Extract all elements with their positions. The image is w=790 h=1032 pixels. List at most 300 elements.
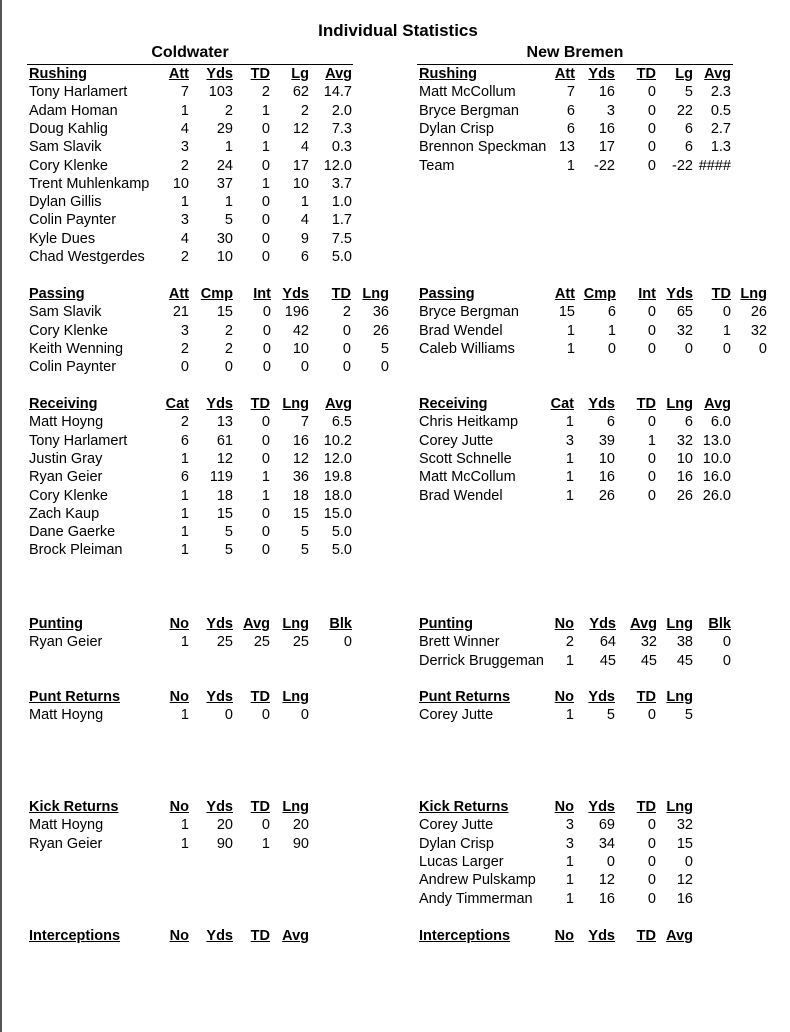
- stat-value-td: 0: [647, 853, 656, 870]
- stat-value-lg: 62: [292, 84, 309, 101]
- player-name: Matt McCollum: [419, 469, 516, 486]
- stat-value-avg: 18.0: [323, 487, 352, 504]
- player-name: Matt Hoyng: [29, 707, 104, 724]
- player-name: Corey Jutte: [419, 817, 494, 834]
- section-header-rushing: Rushing: [419, 66, 477, 82]
- stat-value-avg: 16.0: [702, 469, 731, 486]
- stat-value-att: 3: [180, 212, 189, 229]
- column-header-avg: Avg: [325, 396, 352, 412]
- column-header-avg: Avg: [704, 396, 731, 412]
- player-name: Chad Westgerdes: [29, 249, 145, 265]
- stat-value-lng: 36: [372, 304, 389, 321]
- player-name: Matt McCollum: [419, 84, 516, 101]
- stat-value-avg: 14.7: [323, 84, 352, 101]
- player-name: Colin Paynter: [29, 359, 117, 376]
- stat-value-avg: 25: [253, 634, 270, 651]
- stat-value-td: 2: [261, 84, 270, 101]
- stat-value-lg: 5: [684, 84, 693, 101]
- stat-value-yds: 10: [292, 340, 309, 357]
- column-header-no: No: [169, 928, 189, 944]
- player-name: Derrick Bruggeman: [419, 652, 544, 669]
- column-header-td: TD: [250, 396, 270, 412]
- stat-value-lng: 32: [676, 432, 693, 449]
- stat-value-avg: 2.7: [710, 120, 731, 137]
- section-header-receiving: Receiving: [29, 396, 98, 412]
- player-name: Lucas Larger: [419, 853, 504, 870]
- column-header-yds: Yds: [589, 616, 616, 632]
- stat-value-int: 0: [262, 359, 271, 376]
- stat-value-td: 0: [261, 542, 270, 559]
- stat-value-td: 0: [261, 450, 270, 467]
- stat-value-cat: 3: [565, 432, 574, 449]
- stat-value-avg: 1.7: [331, 212, 352, 229]
- stat-value-att: 1: [566, 340, 575, 357]
- stat-value-avg: 0.5: [710, 102, 731, 119]
- stat-value-avg: 12.0: [323, 157, 352, 174]
- stat-value-lng: 32: [750, 322, 767, 339]
- column-header-att: Att: [168, 66, 189, 82]
- player-name: Justin Gray: [29, 450, 103, 467]
- column-header-no: No: [169, 616, 189, 632]
- stat-value-lng: 26: [372, 322, 389, 339]
- player-name: Scott Schnelle: [419, 450, 512, 467]
- player-name: Cory Klenke: [29, 157, 108, 174]
- column-header-lng: Lng: [666, 799, 693, 815]
- stat-value-avg: 19.8: [323, 469, 352, 486]
- stat-value-no: 2: [565, 634, 574, 651]
- stat-value-att: 15: [558, 304, 575, 321]
- stat-value-lg: 6: [684, 139, 693, 156]
- stat-value-no: 3: [565, 835, 574, 852]
- stat-value-att: 6: [566, 102, 575, 119]
- player-name: Matt Hoyng: [29, 414, 104, 431]
- stat-value-yds: 29: [216, 120, 233, 137]
- stat-value-lng: 0: [684, 853, 693, 870]
- column-header-lng: Lng: [362, 286, 389, 302]
- column-header-lng: Lng: [666, 396, 693, 412]
- player-name: Tony Harlamert: [29, 432, 128, 449]
- stat-value-yds: 16: [598, 890, 615, 907]
- column-header-no: No: [169, 689, 189, 705]
- player-name: Brett Winner: [419, 634, 500, 651]
- stat-value-yds: 24: [216, 157, 233, 174]
- stat-value-td: 0: [647, 84, 656, 101]
- stat-value-att: 2: [180, 340, 189, 357]
- player-name: Dylan Crisp: [419, 120, 494, 137]
- section-header-passing: Passing: [419, 286, 475, 302]
- column-header-td: TD: [250, 928, 270, 944]
- player-name: Sam Slavik: [29, 139, 102, 156]
- stat-value-att: 0: [180, 359, 189, 376]
- stat-value-avg: 0.3: [331, 139, 352, 156]
- stat-value-no: 1: [180, 707, 189, 724]
- column-header-no: No: [554, 799, 574, 815]
- stat-value-lng: 7: [300, 414, 309, 431]
- column-header-td: TD: [250, 66, 270, 82]
- stat-value-td: 0: [261, 212, 270, 229]
- stat-value-td: 1: [261, 835, 270, 852]
- stat-value-lg: 1: [300, 194, 309, 211]
- stat-value-yds: 6: [606, 414, 615, 431]
- stat-value-cat: 6: [180, 432, 189, 449]
- stat-value-td: 0: [261, 157, 270, 174]
- stat-value-cat: 1: [180, 487, 189, 504]
- stat-value-yds: 1: [224, 194, 233, 211]
- player-name: Corey Jutte: [419, 432, 494, 449]
- page-title: Individual Statistics: [318, 21, 478, 40]
- stat-value-td: 0: [342, 322, 351, 339]
- stat-value-cat: 1: [180, 505, 189, 522]
- stat-value-yds: 0: [300, 359, 309, 376]
- stat-value-att: 4: [180, 230, 189, 247]
- stat-value-lg: 10: [292, 175, 309, 192]
- stat-value-yds: 64: [599, 634, 616, 651]
- stat-value-att: 4: [180, 120, 189, 137]
- stat-value-lng: 5: [380, 340, 389, 357]
- stat-value-cmp: 0: [224, 359, 233, 376]
- stat-value-yds: 1: [224, 139, 233, 156]
- player-name: Brad Wendel: [419, 322, 503, 339]
- column-header-no: No: [554, 689, 574, 705]
- stat-value-yds: 16: [598, 120, 615, 137]
- player-name: Dylan Gillis: [29, 194, 102, 211]
- stat-value-td: 0: [647, 414, 656, 431]
- player-name: Doug Kahlig: [29, 120, 108, 137]
- stat-value-lng: 45: [676, 652, 693, 669]
- stat-value-no: 1: [565, 652, 574, 669]
- column-header-cmp: Cmp: [200, 286, 233, 302]
- stat-value-lg: 4: [300, 139, 309, 156]
- stat-value-int: 0: [262, 340, 271, 357]
- stat-value-yds: 34: [598, 835, 615, 852]
- section-header-interceptions: Interceptions: [29, 928, 121, 944]
- stat-value-avg: 5.0: [331, 524, 352, 541]
- player-name: Bryce Bergman: [419, 102, 519, 119]
- stat-value-yds: 20: [216, 817, 233, 834]
- stat-value-lng: 32: [676, 817, 693, 834]
- section-header-kick-returns: Kick Returns: [419, 799, 509, 815]
- column-header-lng: Lng: [282, 799, 309, 815]
- stat-value-att: 1: [180, 102, 189, 119]
- stat-value-cat: 1: [180, 542, 189, 559]
- column-header-td: TD: [711, 286, 731, 302]
- stat-value-td: 0: [261, 524, 270, 541]
- player-name: Dylan Crisp: [419, 835, 494, 852]
- stat-value-yds: 69: [598, 817, 615, 834]
- stat-value-lng: 0: [300, 707, 309, 724]
- stat-value-lng: 18: [292, 487, 309, 504]
- player-name: Caleb Williams: [419, 340, 515, 357]
- page-left-border: [0, 0, 2, 1032]
- stat-value-lng: 36: [292, 469, 309, 486]
- player-name: Cory Klenke: [29, 487, 108, 504]
- team-name-right: New Bremen: [526, 44, 624, 61]
- stat-value-cat: 1: [565, 487, 574, 504]
- stat-value-blk: 0: [722, 652, 731, 669]
- column-header-cat: Cat: [165, 396, 189, 412]
- stat-value-td: 0: [647, 487, 656, 504]
- stat-value-avg: 3.7: [331, 175, 352, 192]
- section-header-interceptions: Interceptions: [419, 928, 511, 944]
- stat-value-td: 0: [647, 469, 656, 486]
- stat-value-yds: 2: [224, 102, 233, 119]
- stat-value-td: 0: [647, 157, 656, 174]
- stat-value-yds: 196: [284, 304, 309, 321]
- stat-value-td: 0: [647, 120, 656, 137]
- stat-value-td: 1: [261, 487, 270, 504]
- section-header-rushing: Rushing: [29, 66, 87, 82]
- stat-value-lg: 12: [292, 120, 309, 137]
- stat-value-no: 1: [565, 872, 574, 889]
- stat-value-cat: 2: [180, 414, 189, 431]
- stat-value-yds: 18: [216, 487, 233, 504]
- player-name: Andy Timmerman: [419, 890, 533, 907]
- stat-value-lg: 9: [300, 230, 309, 247]
- stat-value-yds: 0: [606, 853, 615, 870]
- column-header-td: TD: [250, 799, 270, 815]
- stat-value-td: 0: [647, 102, 656, 119]
- column-header-int: Int: [253, 286, 271, 302]
- stat-value-yds: 12: [216, 450, 233, 467]
- stat-value-yds: 45: [599, 652, 616, 669]
- stat-value-yds: 26: [598, 487, 615, 504]
- stat-value-avg: 2.3: [710, 84, 731, 101]
- stat-value-avg: 26.0: [702, 487, 731, 504]
- stat-value-yds: 0: [224, 707, 233, 724]
- column-header-blk: Blk: [329, 616, 352, 632]
- column-header-yds: Yds: [206, 616, 233, 632]
- stat-value-no: 1: [565, 853, 574, 870]
- stat-value-lng: 10: [676, 450, 693, 467]
- stat-value-no: 1: [565, 890, 574, 907]
- column-header-td: TD: [636, 799, 656, 815]
- player-name: Corey Jutte: [419, 707, 494, 724]
- stat-value-yds: 15: [216, 505, 233, 522]
- column-header-yds: Yds: [206, 396, 233, 412]
- player-name: Ryan Geier: [29, 835, 103, 852]
- stat-value-td: 1: [261, 102, 270, 119]
- stat-value-lng: 16: [676, 890, 693, 907]
- stat-value-lng: 0: [758, 340, 767, 357]
- stat-value-att: 13: [558, 139, 575, 156]
- stat-value-yds: 39: [598, 432, 615, 449]
- stat-value-td: 0: [342, 340, 351, 357]
- player-name: Chris Heitkamp: [419, 414, 519, 431]
- stat-value-td: 0: [261, 120, 270, 137]
- player-name: Team: [419, 157, 455, 174]
- stat-value-avg: 7.3: [331, 120, 352, 137]
- stat-value-yds: 37: [216, 175, 233, 192]
- stat-value-yds: 25: [216, 634, 233, 651]
- section-header-punting: Punting: [29, 616, 83, 632]
- stat-value-lng: 5: [300, 542, 309, 559]
- stat-value-td: 2: [342, 304, 351, 321]
- stat-value-no: 1: [180, 817, 189, 834]
- section-header-passing: Passing: [29, 286, 85, 302]
- column-header-td: TD: [636, 66, 656, 82]
- stat-value-td: 1: [261, 175, 270, 192]
- stat-value-lng: 26: [676, 487, 693, 504]
- stat-value-yds: 32: [676, 322, 693, 339]
- stat-value-td: 1: [647, 432, 656, 449]
- column-header-lg: Lg: [675, 66, 693, 82]
- stat-value-td: 0: [647, 890, 656, 907]
- stat-value-att: 1: [180, 194, 189, 211]
- stat-value-yds: 42: [292, 322, 309, 339]
- stat-value-cat: 1: [565, 450, 574, 467]
- stat-value-lng: 16: [292, 432, 309, 449]
- stat-value-td: 0: [261, 707, 270, 724]
- stat-value-lg: 6: [684, 120, 693, 137]
- stat-value-cat: 1: [565, 414, 574, 431]
- column-header-no: No: [169, 799, 189, 815]
- stat-value-avg: 1.0: [331, 194, 352, 211]
- stat-value-td: 0: [647, 872, 656, 889]
- stat-value-td: 0: [261, 432, 270, 449]
- stat-value-lng: 16: [676, 469, 693, 486]
- stat-value-att: 7: [180, 84, 189, 101]
- stat-value-att: 1: [566, 322, 575, 339]
- stat-value-td: 1: [722, 322, 731, 339]
- stat-value-att: 3: [180, 139, 189, 156]
- stat-value-int: 0: [647, 304, 656, 321]
- stat-value-yds: 119: [209, 469, 233, 486]
- stat-value-avg: ####: [698, 157, 731, 174]
- section-header-receiving: Receiving: [419, 396, 488, 412]
- stat-value-lng: 12: [292, 450, 309, 467]
- column-header-avg: Avg: [630, 616, 657, 632]
- stat-value-td: 0: [261, 194, 270, 211]
- stat-value-td: 0: [261, 414, 270, 431]
- column-header-td: TD: [636, 396, 656, 412]
- column-header-avg: Avg: [666, 928, 693, 944]
- stat-value-avg: 6.0: [710, 414, 731, 431]
- stat-value-td: 0: [342, 359, 351, 376]
- column-header-yds: Yds: [588, 396, 615, 412]
- stat-value-lng: 38: [676, 634, 693, 651]
- stat-value-blk: 0: [343, 634, 352, 651]
- stat-value-lg: 4: [300, 212, 309, 229]
- stat-value-yds: 0: [684, 340, 693, 357]
- player-name: Adam Homan: [29, 102, 118, 119]
- player-name: Kyle Dues: [29, 230, 96, 247]
- stat-value-td: 1: [261, 469, 270, 486]
- stat-value-no: 1: [565, 707, 574, 724]
- stat-value-avg: 10.0: [702, 450, 731, 467]
- stat-value-cmp: 15: [216, 304, 233, 321]
- column-header-lng: Lng: [666, 616, 693, 632]
- column-header-avg: Avg: [243, 616, 270, 632]
- stat-value-lng: 15: [676, 835, 693, 852]
- stat-value-cmp: 2: [224, 340, 233, 357]
- section-header-punt-returns: Punt Returns: [419, 689, 511, 705]
- stat-value-td: 0: [647, 817, 656, 834]
- stat-value-td: 0: [647, 835, 656, 852]
- stat-value-yds: -22: [594, 157, 615, 174]
- stat-value-yds: 16: [598, 84, 615, 101]
- stat-value-td: 0: [722, 340, 731, 357]
- stat-value-yds: 10: [598, 450, 615, 467]
- stat-value-lng: 90: [292, 835, 309, 852]
- section-header-punt-returns: Punt Returns: [29, 689, 121, 705]
- player-name: Brock Pleiman: [29, 542, 123, 559]
- stat-value-lng: 15: [292, 505, 309, 522]
- stat-value-cat: 1: [180, 524, 189, 541]
- stat-value-cmp: 0: [607, 340, 616, 357]
- column-header-yds: Yds: [206, 928, 233, 944]
- section-header-kick-returns: Kick Returns: [29, 799, 119, 815]
- player-name: Zach Kaup: [29, 505, 100, 522]
- stat-value-lg: 22: [676, 102, 693, 119]
- player-name: Cory Klenke: [29, 322, 108, 339]
- column-header-yds: Yds: [206, 66, 233, 82]
- player-name: Sam Slavik: [29, 304, 102, 321]
- column-header-int: Int: [638, 286, 656, 302]
- column-header-yds: Yds: [588, 689, 615, 705]
- column-header-yds: Yds: [282, 286, 309, 302]
- column-header-lg: Lg: [291, 66, 309, 82]
- column-header-lng: Lng: [740, 286, 767, 302]
- stat-value-yds: 61: [216, 432, 233, 449]
- stat-value-cmp: 2: [224, 322, 233, 339]
- stat-value-avg: 12.0: [323, 450, 352, 467]
- player-name: Matt Hoyng: [29, 817, 104, 834]
- stat-value-avg: 5.0: [331, 249, 352, 265]
- stat-value-yds: 16: [598, 469, 615, 486]
- stat-value-td: 0: [647, 707, 656, 724]
- stat-value-lg: -22: [672, 157, 693, 174]
- stat-value-lng: 0: [380, 359, 389, 376]
- stat-value-lg: 2: [300, 102, 309, 119]
- stat-value-avg: 10.2: [323, 432, 352, 449]
- column-header-td: TD: [636, 928, 656, 944]
- stat-value-avg: 32: [640, 634, 657, 651]
- stat-value-att: 6: [566, 120, 575, 137]
- stat-value-td: 0: [261, 817, 270, 834]
- stat-value-cat: 1: [565, 469, 574, 486]
- column-header-yds: Yds: [588, 799, 615, 815]
- stat-value-no: 1: [180, 634, 189, 651]
- stat-value-yds: 90: [216, 835, 233, 852]
- stat-value-int: 0: [647, 322, 656, 339]
- column-header-att: Att: [554, 286, 575, 302]
- column-header-avg: Avg: [282, 928, 309, 944]
- section-header-punting: Punting: [419, 616, 473, 632]
- stat-value-cmp: 1: [607, 322, 616, 339]
- stat-value-yds: 5: [606, 707, 615, 724]
- column-header-yds: Yds: [206, 799, 233, 815]
- stat-value-int: 0: [262, 304, 271, 321]
- stat-value-att: 3: [180, 322, 189, 339]
- player-name: Dane Gaerke: [29, 524, 116, 541]
- column-header-cat: Cat: [550, 396, 574, 412]
- stat-value-lg: 6: [300, 249, 309, 265]
- stat-value-td: 0: [261, 505, 270, 522]
- stat-value-yds: 10: [216, 249, 233, 265]
- stat-value-yds: 5: [224, 212, 233, 229]
- player-name: Trent Muhlenkamp: [29, 175, 150, 192]
- team-name-left: Coldwater: [151, 44, 229, 61]
- stat-value-lng: 12: [676, 872, 693, 889]
- column-header-lng: Lng: [282, 396, 309, 412]
- stat-value-td: 0: [261, 249, 270, 265]
- stat-value-int: 0: [647, 340, 656, 357]
- stat-value-yds: 13: [216, 414, 233, 431]
- stat-value-td: 0: [261, 230, 270, 247]
- player-name: Brad Wendel: [419, 487, 503, 504]
- stat-value-yds: 3: [606, 102, 615, 119]
- stat-value-lng: 5: [300, 524, 309, 541]
